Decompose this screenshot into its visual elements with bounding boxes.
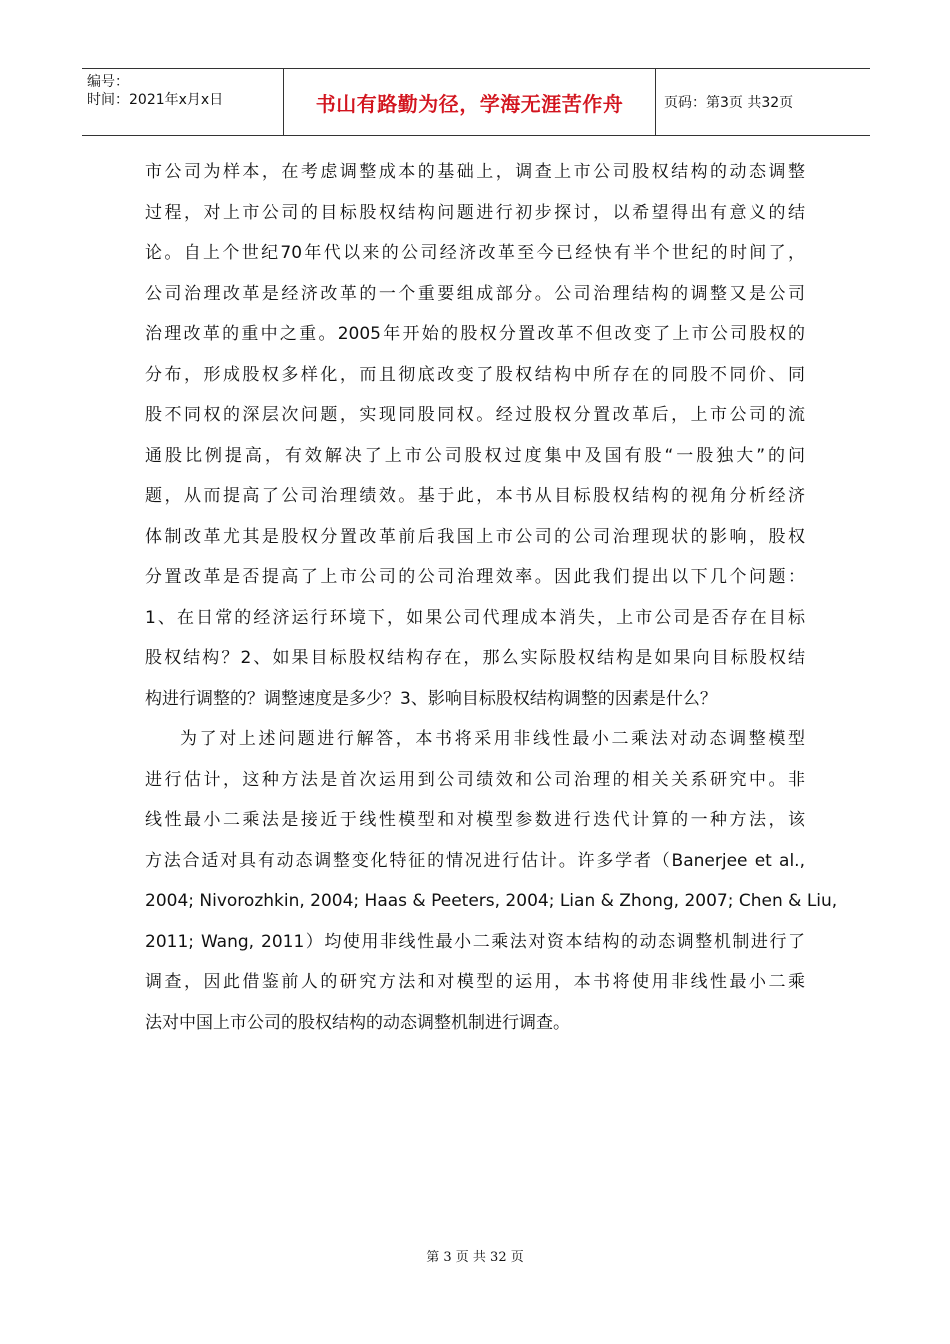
header-motto-cell: [284, 69, 656, 135]
text-line: 为了对上述问题进行解答，本书将采用非线性最小二乘法对动态调整模型: [180, 729, 805, 749]
paragraph: [145, 152, 805, 719]
page-number-label: 页码：第3页 共32页: [664, 95, 794, 111]
motto-text: 书山有路勤为径，学海无涯苦作舟: [315, 91, 624, 116]
text-line: 进行估计，这种方法是首次运用到公司绩效和公司治理的相关关系研究中。非: [145, 769, 805, 790]
text-line: 方法合适对具有动态调整变化特征的情况进行估计。许多学者（Banerjee et al.,: [145, 850, 805, 871]
text-line: 股不同权的深层次问题，实现同股同权。经过股权分置改革后，上市公司的流: [145, 405, 805, 425]
text-line: 调查，因此借鉴前人的研究方法和对模型的运用，本书将使用非线性最小二乘: [145, 972, 805, 992]
text-line: 市公司为样本，在考虑调整成本的基础上，调查上市公司股权结构的动态调整: [145, 162, 805, 182]
time-label: 时间：2021年x月x日: [87, 92, 224, 108]
text-line: 分布，形成股权多样化，而且彻底改变了股权结构中所存在的同股不同价、同: [145, 364, 805, 385]
text-line: 通股比例提高，有效解决了上市公司股权过度集中及国有股“一股独大”的问: [145, 445, 805, 466]
text-line: 股权结构？2、如果目标股权结构存在，那么实际股权结构是如果向目标股权结: [145, 648, 805, 668]
text-line: 2004; Nivorozhkin, 2004; Haas & Peeters, 2004; Lian & Zhong, 2007; Chen & Liu,: [145, 891, 838, 911]
text-line: 1、在日常的经济运行环境下，如果公司代理成本消失，上市公司是否存在目标: [145, 607, 805, 628]
text-line: 题，从而提高了公司治理绩效。基于此，本书从目标股权结构的视角分析经济: [145, 486, 805, 506]
text-line: 分置改革是否提高了上市公司的公司治理效率。因此我们提出以下几个问题：: [145, 567, 805, 587]
text-line: 公司治理改革是经济改革的一个重要组成部分。公司治理结构的调整又是公司: [145, 283, 805, 304]
text-line: 治理改革的重中之重。2005年开始的股权分置改革不但改变了上市公司股权的: [145, 324, 805, 344]
text-line: 论。自上个世纪70年代以来的公司经济改革至今已经快有半个世纪的时间了，: [145, 243, 805, 263]
text-line: 构进行调整的？调整速度是多少？3、影响目标股权结构调整的因素是什么？: [145, 688, 717, 709]
paragraph: [145, 719, 838, 1043]
document-body: [145, 152, 838, 1043]
text-line: 过程，对上市公司的目标股权结构问题进行初步探讨，以希望得出有意义的结: [145, 202, 805, 223]
text-line: 体制改革尤其是股权分置改革前后我国上市公司的公司治理现状的影响，股权: [145, 526, 805, 547]
text-line: 线性最小二乘法是接近于线性模型和对模型参数进行迭代计算的一种方法，该: [145, 810, 805, 830]
header-meta-cell: [82, 69, 284, 135]
page-header: [82, 68, 870, 136]
footer-page-number: 第 3 页 共 32 页: [426, 1250, 524, 1265]
number-label: 编号：: [87, 74, 129, 90]
page-footer: [0, 1246, 950, 1265]
text-line: 法对中国上市公司的股权结构的动态调整机制进行调查。: [145, 1012, 570, 1033]
header-page-cell: [656, 69, 870, 135]
text-line: 2011; Wang, 2011）均使用非线性最小二乘法对资本结构的动态调整机制进行了: [145, 931, 805, 952]
